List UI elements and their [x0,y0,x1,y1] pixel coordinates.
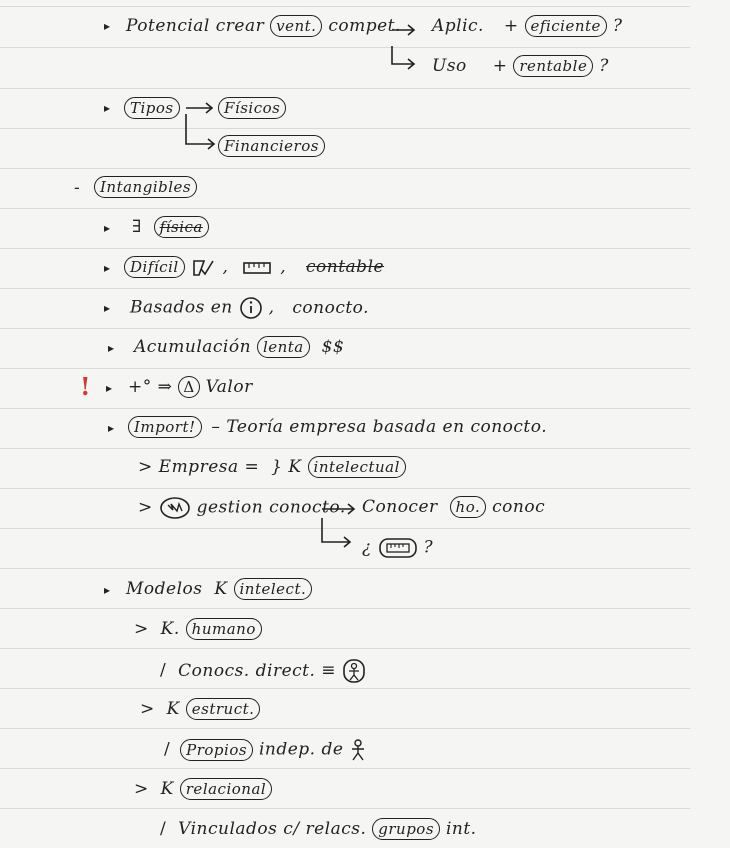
note-text: gestion conocto. [196,497,346,518]
circled-word: ho. [450,496,487,518]
circled-word: grupos [372,818,440,840]
note-text: conocto. [292,297,370,318]
bullet: ▸ [104,101,111,115]
branch-arrow-icon [316,500,362,548]
exists-symbol: ∃ [132,217,142,237]
circled-word: Tipos [124,97,180,119]
dash-marker: - [74,178,80,198]
sub-marker: / [160,819,167,839]
sub-marker: > [140,699,155,719]
circled-word: Financieros [218,135,325,157]
circled-word: Difícil [124,256,185,278]
note-text: – Teoría empresa basada en conocto. [211,417,548,437]
question-mark: ? [612,16,623,36]
note-propios [164,738,367,762]
note-gestion-conocer [362,496,545,518]
bullet: ▸ [104,261,111,275]
circled-word: humano [186,618,262,640]
circled-word: física [154,216,209,238]
circled-scribble-icon [159,496,191,520]
note-text: +° [128,377,152,397]
note-text: $$ [321,337,345,357]
circled-word: intelect. [234,578,313,600]
note-text: K. [160,619,180,639]
note-text: compet. [328,16,401,36]
sub-marker: > [138,497,153,518]
note-text: contable [306,257,385,277]
circled-ruler-icon [378,536,418,560]
separator: , [280,257,287,277]
note-basados [130,296,369,320]
note-import [128,416,547,438]
circled-word: eficiente [525,15,607,37]
check-box-icon [191,258,217,278]
brace-symbol: } [271,457,283,477]
bullet: ▸ [108,421,115,435]
note-tipos-financieros [218,135,325,157]
note-text: K [214,579,228,599]
plus-sign: + [492,56,508,76]
importance-mark: ! [80,372,91,401]
info-icon [239,296,263,320]
bullet: ▸ [104,221,111,235]
note-modelos [126,578,312,600]
bullet: ▸ [108,341,115,355]
note-vinculados [160,818,477,840]
note-dificil [124,256,384,278]
note-text: Vinculados c/ relacs. [178,819,367,839]
note-text: Uso [432,56,467,76]
circled-word: Propios [180,739,253,761]
note-text: K [166,699,180,719]
circled-person-icon [342,658,366,684]
person-icon [349,738,367,762]
note-branch-uso [432,55,609,77]
note-k-estruct [140,698,260,720]
note-text: Valor [205,377,253,397]
note-branch-aplic [432,15,622,37]
bullet: ▸ [106,381,113,395]
circled-word: rentable [513,55,593,77]
sub-marker: > [134,779,149,799]
question-close: ? [423,537,434,558]
bullet: ▸ [104,301,111,315]
branch-arrow-icon [388,18,428,68]
circled-word: Intangibles [94,176,197,198]
note-text: Conocs. direct. [178,660,316,681]
note-conocs [160,658,366,684]
note-text: K [288,457,302,477]
note-valor [128,376,253,398]
equivalence-symbol: ≡ [321,660,337,681]
note-tipos [124,97,180,119]
circled-word: lenta [257,336,310,358]
note-acumulacion [134,336,344,358]
note-text: int. [445,819,477,839]
circled-word: relacional [180,778,272,800]
note-empresa [138,456,406,478]
note-text: Acumulación [134,337,252,357]
sub-marker: > [138,457,153,477]
implies-symbol: ⇒ [157,377,173,397]
note-intangibles [94,176,197,198]
note-potencial [126,15,401,37]
note-k-relacional [134,778,272,800]
question-mark: ? [599,56,609,76]
separator: , [222,257,229,277]
note-tipos-fisicos [218,97,286,119]
note-gestion-measure [362,536,433,560]
circled-word: Físicos [218,97,286,119]
plus-sign: + [503,16,519,36]
note-text: K [160,779,174,799]
circled-delta: Δ [178,376,199,398]
sub-marker: > [134,619,149,639]
note-k-humano [134,618,262,640]
note-existe [132,216,209,238]
circled-word: vent. [270,15,322,37]
note-text: Empresa = [158,457,260,477]
note-text: Basados en [130,297,233,318]
note-text: indep. de [258,739,344,760]
bullet: ▸ [104,583,111,597]
question-open: ¿ [362,537,372,558]
sub-marker: / [164,739,171,760]
ruler-icon [242,259,274,277]
circled-word: intelectual [308,456,406,478]
bullet: ▸ [104,19,111,33]
circled-word: estruct. [186,698,261,720]
note-text: Aplic. [432,16,484,36]
sub-marker: / [160,660,167,681]
note-text: Modelos [126,579,203,599]
note-text: Conocer [362,497,438,517]
note-text: conoc [492,497,546,517]
note-text: Potencial crear [126,16,265,36]
circled-word: Import! [128,416,202,438]
separator: , [268,297,275,318]
note-gestion [138,496,346,520]
